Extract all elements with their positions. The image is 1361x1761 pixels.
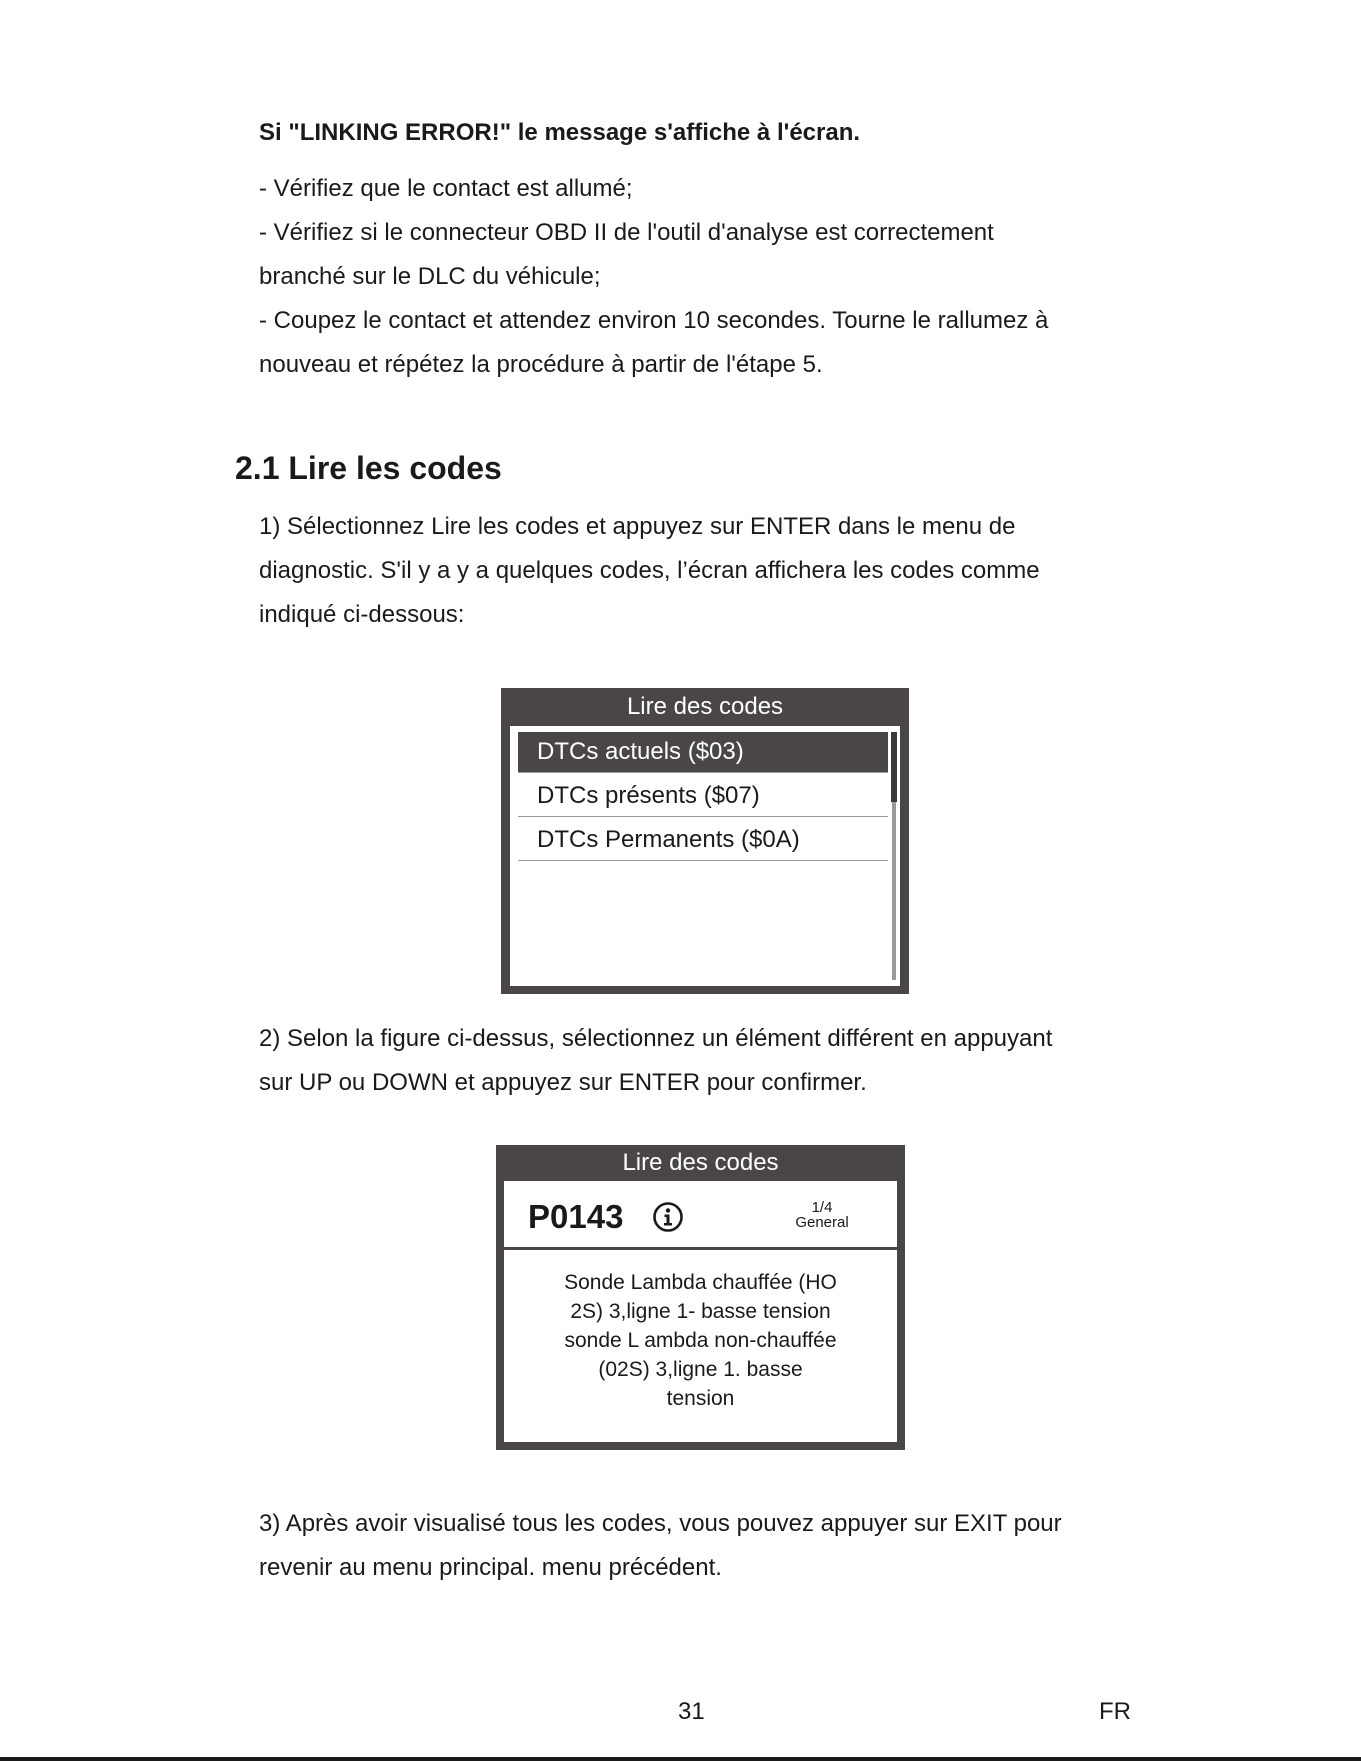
screen-title: Lire des codes — [622, 1149, 779, 1176]
warning-line: branché sur le DLC du véhicule; — [259, 263, 601, 290]
menu-item-current-dtcs[interactable]: DTCs actuels ($03) — [518, 732, 888, 773]
step-line: diagnostic. S'il y a y a quelques codes, l’écran affichera les codes comme — [259, 557, 1040, 584]
dtc-detail-body — [504, 1181, 897, 1442]
bottom-rule — [0, 1757, 1361, 1761]
screen-title: Lire des codes — [626, 693, 784, 720]
dtc-detail-screen — [496, 1145, 905, 1450]
dtc-page-count: 1/4 — [811, 1199, 833, 1216]
warning-line: - Vérifiez si le connecteur OBD II de l'outil d'analyse est correctement — [259, 219, 994, 246]
warning-title: Si "LINKING ERROR!" le message s'affiche à l'écran. — [259, 119, 861, 146]
page-number: 31 — [678, 1698, 705, 1725]
warning-line: - Coupez le contact et attendez environ 10 secondes. Tourne le rallumez à — [259, 307, 1049, 334]
step-line: revenir au menu principal. menu précédent. — [259, 1554, 722, 1581]
language-code: FR — [1099, 1698, 1131, 1725]
menu-item-pending-dtcs[interactable]: DTCs présents ($07) — [518, 776, 888, 817]
description-line: sonde L ambda non-chauffée — [564, 1329, 837, 1352]
step-line: indiqué ci-dessous: — [259, 601, 465, 628]
step-line: 2) Selon la figure ci-dessus, sélectionnez un élément différent en appuyant — [259, 1025, 1053, 1052]
warning-line: - Vérifiez que le contact est allumé; — [259, 175, 633, 202]
warning-line: nouveau et répétez la procédure à partir de l'étape 5. — [259, 351, 823, 378]
dtc-code: P0143 — [528, 1198, 624, 1235]
dtc-pager — [787, 1200, 857, 1230]
divider — [504, 1247, 897, 1250]
scrollbar-thumb[interactable] — [891, 732, 897, 802]
read-codes-menu-screen — [501, 688, 909, 994]
step-line: sur UP ou DOWN et appuyez sur ENTER pour confirmer. — [259, 1069, 867, 1096]
step-line: 3) Après avoir visualisé tous les codes, vous pouvez appuyer sur EXIT pour — [259, 1510, 1062, 1537]
section-heading: 2.1 Lire les codes — [235, 450, 502, 486]
warning-instructions — [259, 167, 1119, 387]
step-line: 1) Sélectionnez Lire les codes et appuyez sur ENTER dans le menu de — [259, 513, 1016, 540]
menu-list — [510, 726, 900, 986]
step-3-text — [259, 1502, 1119, 1590]
description-line: (02S) 3,ligne 1. basse — [598, 1358, 803, 1381]
step-1-text — [259, 505, 1119, 637]
description-line: 2S) 3,ligne 1- basse tension — [570, 1300, 831, 1323]
description-line: tension — [666, 1387, 735, 1410]
dtc-category: General — [795, 1214, 849, 1231]
step-2-text — [259, 1017, 1119, 1105]
info-circle-icon[interactable] — [652, 1201, 684, 1233]
description-line: Sonde Lambda chauffée (HO — [564, 1271, 837, 1294]
dtc-description — [524, 1268, 877, 1413]
menu-item-permanent-dtcs[interactable]: DTCs Permanents ($0A) — [518, 820, 888, 861]
